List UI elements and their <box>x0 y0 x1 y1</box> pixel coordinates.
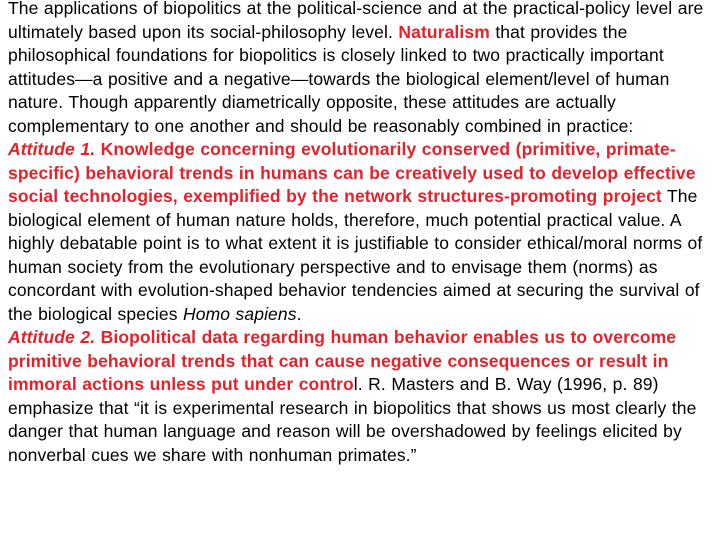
intro-text-continued: that provides the philosophical foundations for biopolitics is closely linked to two practically important attitudes—a positive and a negative—towards the biological element/level of human nature. Though apparently diametrically opposite, these attitudes are actually complementary to one another and should be reasonably combined in practice: <box>8 21 670 136</box>
naturalism-highlight: Naturalism <box>398 21 490 42</box>
attitude-2-label: Attitude 2. <box>8 327 96 347</box>
attitude-2-body: l. R. Masters and B. Way (1996, p. 89) emphasize that “it is experimental research in biopolitics that shows us most clearly the danger that human language and reason will be overshadowed by feelings elicited by nonverbal cues we share with nonhuman primates.” <box>8 374 697 465</box>
attitude-2-paragraph <box>8 326 720 467</box>
attitude-1-body: The biological element of human nature holds, therefore, much potential practical value. A highly debatable point is to what extent it is justifiable to consider ethical/moral norms of human society from the evolutionary perspective and to envisage them (norms) as concordant with evolution-shaped behavior tendencies aimed at securing the survival of the biological species <box>8 186 703 324</box>
attitude-1-statement: Knowledge concerning evolutionarily conserved (primitive, primate-specific) behavioral trends in humans can be creatively used to develop effective social technologies, exemplified by the network structures-promoting project <box>8 139 696 206</box>
species-name: Homo sapiens <box>183 303 297 324</box>
attitude-1-label: Attitude 1. <box>8 139 96 159</box>
intro-text: The applications of biopolitics at the political-science and at the practical-policy level are ultimately based upon its social-philosophy level. <box>8 0 704 42</box>
intro-paragraph <box>8 0 720 138</box>
attitude-1-paragraph <box>8 138 720 326</box>
attitude-2-statement: Biopolitical data regarding human behavior enables us to overcome primitive behavioral trends that can cause negative consequences or result in immoral actions unless put under contro <box>8 327 677 394</box>
slide-text-body <box>8 0 720 467</box>
attitude-1-body-end: . <box>296 303 302 324</box>
